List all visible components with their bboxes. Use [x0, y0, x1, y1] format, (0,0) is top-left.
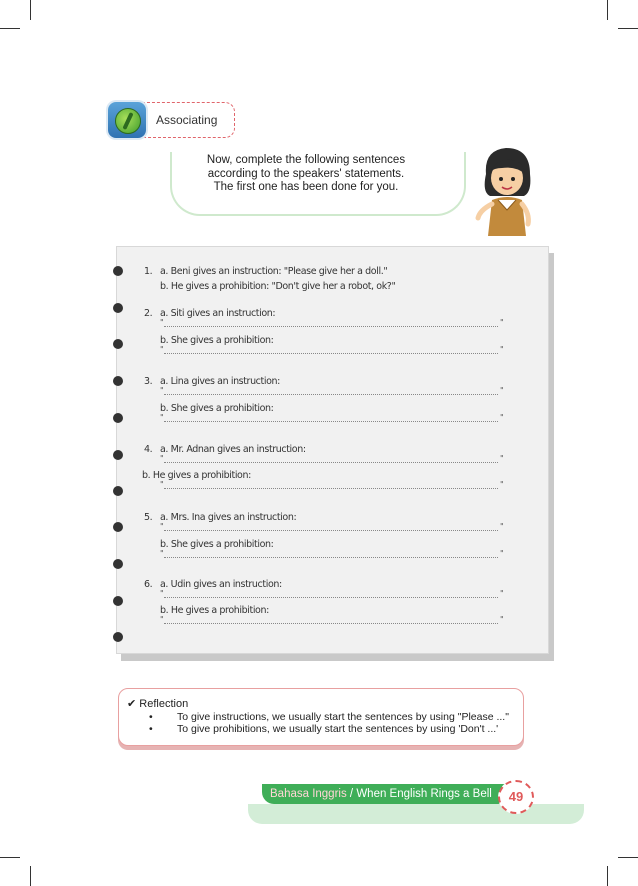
close-quote: " [500, 480, 504, 489]
item-number: 1. [144, 266, 153, 277]
crop-mark [30, 0, 31, 20]
item-number: 4. [144, 444, 153, 455]
footer-separator: / [346, 788, 357, 800]
page-number: 49 [498, 780, 534, 814]
instruction-prompt: a. Mr. Adnan gives an instruction: [160, 444, 306, 455]
instruction-text [184, 154, 428, 195]
instruction-line: The first one has been done for you. [213, 181, 399, 193]
footer-subject: Bahasa Inggris [270, 788, 347, 800]
answer-line[interactable] [164, 326, 498, 327]
answer-line[interactable] [164, 530, 498, 531]
item-number: 2. [144, 308, 153, 319]
binder-hole [113, 596, 123, 606]
binder-hole [113, 303, 123, 313]
prohibition-prompt: b. She gives a prohibition: [160, 335, 274, 346]
binder-hole [113, 632, 123, 642]
crop-mark [607, 0, 608, 20]
open-quote: " [160, 386, 164, 395]
example-prohibition: b. He gives a prohibition: "Don't give her a robot, ok?" [160, 281, 396, 292]
prohibition-prompt: b. He gives a prohibition: [160, 605, 269, 616]
footer-title [262, 784, 510, 804]
item-number: 3. [144, 376, 153, 387]
footer-book-title: When English Rings a Bell [356, 788, 492, 800]
footer-band [248, 804, 584, 824]
instruction-prompt: a. Mrs. Ina gives an instruction: [160, 512, 297, 523]
prohibition-prompt: b. She gives a prohibition: [160, 403, 274, 414]
binder-hole [113, 486, 123, 496]
girl-illustration [472, 144, 542, 244]
checkmark-icon: ✔ [127, 698, 137, 710]
close-quote: " [500, 386, 504, 395]
reflection-box [118, 688, 524, 746]
reflection-list [131, 711, 509, 735]
binder-hole [113, 376, 123, 386]
section-label-box [142, 102, 235, 138]
open-quote: " [160, 413, 164, 422]
binder-hole [113, 522, 123, 532]
open-quote: " [160, 615, 164, 624]
prohibition-prompt: b. He gives a prohibition: [142, 470, 251, 481]
instruction-line: Now, complete the following sentences [206, 154, 406, 166]
close-quote: " [500, 454, 504, 463]
crop-mark [607, 866, 608, 886]
binder-hole [113, 450, 123, 460]
open-quote: " [160, 480, 164, 489]
close-quote: " [500, 615, 504, 624]
binder-hole [113, 339, 123, 349]
reflection-point: • To give instructions, we usually start the sentences by using "Please ..." [131, 711, 509, 723]
crop-mark [618, 28, 638, 29]
item-number: 6. [144, 579, 153, 590]
instruction-prompt: a. Siti gives an instruction: [160, 308, 276, 319]
section-label: Associating [156, 113, 218, 127]
instruction-line: according to the speakers' statements. [207, 167, 405, 180]
answer-line[interactable] [164, 462, 498, 463]
open-quote: " [160, 549, 164, 558]
open-quote: " [160, 522, 164, 531]
close-quote: " [500, 345, 504, 354]
answer-line[interactable] [164, 421, 498, 422]
close-quote: " [500, 413, 504, 422]
reflection-point: • To give prohibitions, we usually start the sentences by using 'Don't ...' [131, 723, 509, 735]
item-number: 5. [144, 512, 153, 523]
open-quote: " [160, 589, 164, 598]
close-quote: " [500, 589, 504, 598]
open-quote: " [160, 345, 164, 354]
reflection-heading [127, 697, 188, 710]
open-quote: " [160, 454, 164, 463]
prohibition-prompt: b. She gives a prohibition: [160, 539, 274, 550]
binder-hole [113, 559, 123, 569]
instruction-prompt: a. Lina gives an instruction: [160, 376, 280, 387]
reflection-title: Reflection [139, 698, 189, 710]
close-quote: " [500, 549, 504, 558]
crop-mark [618, 857, 638, 858]
answer-line[interactable] [164, 394, 498, 395]
crop-mark [30, 866, 31, 886]
answer-line[interactable] [164, 488, 498, 489]
answer-line[interactable] [164, 557, 498, 558]
binder-hole [113, 413, 123, 423]
open-quote: " [160, 318, 164, 327]
instruction-prompt: a. Udin gives an instruction: [160, 579, 282, 590]
crop-mark [0, 28, 20, 29]
binder-hole [113, 266, 123, 276]
answer-line[interactable] [164, 353, 498, 354]
answer-line[interactable] [164, 623, 498, 624]
example-instruction: a. Beni gives an instruction: "Please give her a doll." [160, 266, 388, 277]
close-quote: " [500, 522, 504, 531]
close-quote: " [500, 318, 504, 327]
crop-mark [0, 857, 20, 858]
globe-leaf-icon [108, 102, 146, 138]
answer-line[interactable] [164, 597, 498, 598]
